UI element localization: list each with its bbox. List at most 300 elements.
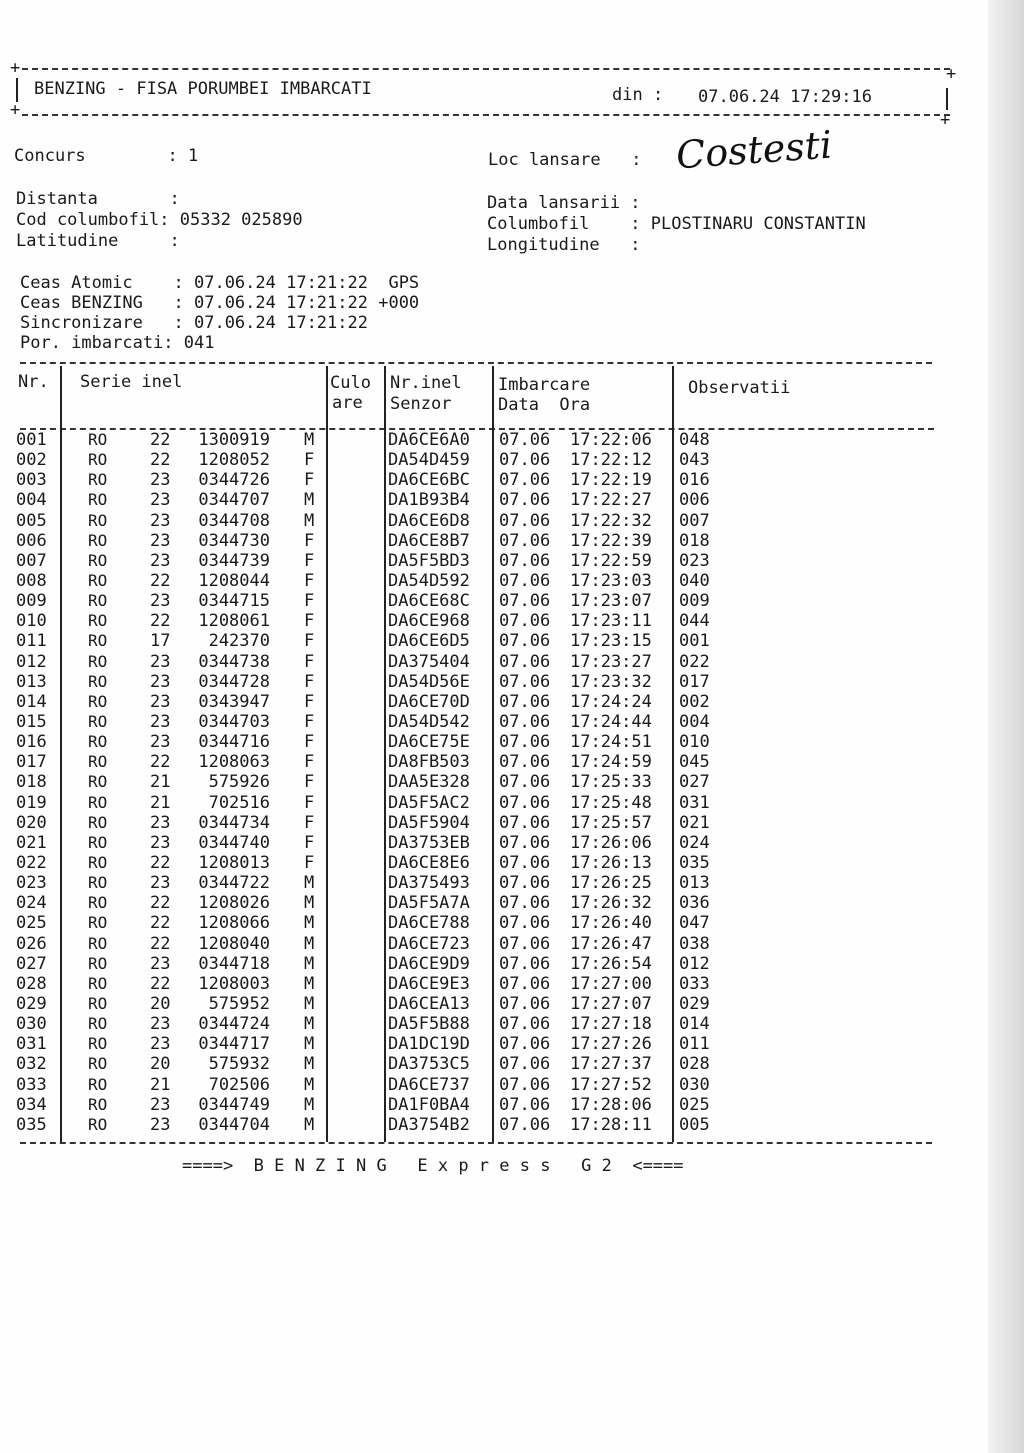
row-sensor-ring: DA1F0BA4 xyxy=(388,1094,470,1115)
row-observation: 045 xyxy=(679,752,710,773)
row-ring-number: 0344707 xyxy=(198,490,270,511)
row-observation: 025 xyxy=(679,1094,710,1115)
row-nr: 018 xyxy=(16,772,47,793)
row-ring-number: 1208063 xyxy=(198,752,270,773)
row-country: RO xyxy=(88,470,108,490)
row-year: 23 xyxy=(150,873,171,894)
row-date: 07.06 xyxy=(499,570,551,591)
row-country: RO xyxy=(88,832,108,852)
row-observation: 016 xyxy=(679,470,710,491)
row-sex: F xyxy=(304,611,315,632)
row-date: 07.06 xyxy=(499,1014,551,1035)
row-observation: 024 xyxy=(679,832,710,853)
row-country: RO xyxy=(88,852,108,872)
row-sensor-ring: DA6CE723 xyxy=(388,933,470,954)
row-time: 17:27:52 xyxy=(570,1074,652,1095)
row-sex: M xyxy=(304,953,315,974)
row-observation: 031 xyxy=(679,792,710,813)
row-country: RO xyxy=(88,510,108,530)
row-country: RO xyxy=(88,1094,108,1114)
row-nr: 029 xyxy=(16,993,47,1014)
row-sex: F xyxy=(304,530,315,551)
row-time: 17:22:12 xyxy=(570,450,652,471)
row-year: 23 xyxy=(150,812,171,833)
row-date: 07.06 xyxy=(499,792,551,813)
row-observation: 007 xyxy=(679,510,710,531)
row-ring-number: 1208052 xyxy=(198,450,270,471)
row-nr: 012 xyxy=(16,651,47,672)
row-country: RO xyxy=(88,772,108,792)
row-country: RO xyxy=(88,973,108,993)
row-sensor-ring: DA6CE8B7 xyxy=(388,530,470,551)
row-ring-number: 0344740 xyxy=(198,832,270,853)
row-time: 17:24:59 xyxy=(570,752,652,773)
row-date: 07.06 xyxy=(499,893,551,914)
col-header-culoare-1: Culo xyxy=(330,373,371,393)
row-time: 17:25:57 xyxy=(570,812,652,833)
row-year: 20 xyxy=(150,993,171,1014)
row-ring-number: 1300919 xyxy=(198,430,270,450)
row-sex: F xyxy=(304,570,315,591)
row-year: 23 xyxy=(150,1114,171,1135)
row-ring-number: 0344703 xyxy=(198,711,270,732)
row-year: 22 xyxy=(150,933,171,954)
row-country: RO xyxy=(88,611,108,631)
row-sensor-ring: DA5F5BD3 xyxy=(388,550,470,571)
header-box-bottom-border xyxy=(22,114,950,116)
row-nr: 011 xyxy=(16,631,47,652)
row-observation: 004 xyxy=(679,711,710,732)
por-imbarcati-field: Por. imbarcati: 041 xyxy=(20,333,215,353)
din-value: 07.06.24 17:29:16 xyxy=(698,87,872,107)
row-nr: 020 xyxy=(16,812,47,833)
row-nr: 022 xyxy=(16,852,47,873)
col-header-nr: Nr. xyxy=(18,372,49,392)
row-country: RO xyxy=(88,913,108,933)
row-nr: 002 xyxy=(16,450,47,471)
row-year: 23 xyxy=(150,510,171,531)
row-nr: 025 xyxy=(16,913,47,934)
header-box-top-corner: + xyxy=(10,58,21,78)
row-date: 07.06 xyxy=(499,772,551,793)
longitudine-field: Longitudine : xyxy=(487,235,641,255)
row-ring-number: 702506 xyxy=(208,1074,270,1095)
row-year: 22 xyxy=(150,852,171,873)
row-year: 23 xyxy=(150,953,171,974)
row-observation: 001 xyxy=(679,631,710,652)
row-time: 17:23:32 xyxy=(570,671,652,692)
row-sensor-ring: DAA5E328 xyxy=(388,772,470,793)
row-time: 17:22:59 xyxy=(570,550,652,571)
row-date: 07.06 xyxy=(499,993,551,1014)
row-year: 22 xyxy=(150,913,171,934)
row-country: RO xyxy=(88,691,108,711)
row-observation: 047 xyxy=(679,913,710,934)
row-sex: F xyxy=(304,852,315,873)
row-sensor-ring: DA6CE6D5 xyxy=(388,631,470,652)
row-year: 22 xyxy=(150,611,171,632)
row-country: RO xyxy=(88,591,108,611)
row-time: 17:27:07 xyxy=(570,993,652,1014)
col-header-nr-inel-2: Senzor xyxy=(390,394,452,414)
row-observation: 044 xyxy=(679,611,710,632)
row-year: 23 xyxy=(150,1094,171,1115)
row-observation: 022 xyxy=(679,651,710,672)
col-header-nr-inel-1: Nr.inel xyxy=(390,373,462,393)
row-time: 17:27:00 xyxy=(570,973,652,994)
row-year: 17 xyxy=(150,631,171,652)
row-sensor-ring: DA54D592 xyxy=(388,570,470,591)
row-observation: 040 xyxy=(679,570,710,591)
row-ring-number: 1208061 xyxy=(198,611,270,632)
row-year: 23 xyxy=(150,591,171,612)
row-sex: F xyxy=(304,550,315,571)
row-nr: 027 xyxy=(16,953,47,974)
row-date: 07.06 xyxy=(499,671,551,692)
row-date: 07.06 xyxy=(499,812,551,833)
row-sensor-ring: DA1B93B4 xyxy=(388,490,470,511)
row-nr: 007 xyxy=(16,550,47,571)
row-country: RO xyxy=(88,711,108,731)
row-time: 17:27:37 xyxy=(570,1054,652,1075)
row-date: 07.06 xyxy=(499,691,551,712)
data-lansarii-field: Data lansarii : xyxy=(487,193,641,213)
row-country: RO xyxy=(88,1074,108,1094)
row-ring-number: 0344717 xyxy=(198,1034,270,1055)
columbofil-field: Columbofil : PLOSTINARU CONSTANTIN xyxy=(487,214,866,234)
row-ring-number: 1208026 xyxy=(198,893,270,914)
row-date: 07.06 xyxy=(499,651,551,672)
row-nr: 015 xyxy=(16,711,47,732)
row-date: 07.06 xyxy=(499,490,551,511)
separator-serie xyxy=(326,366,328,1142)
row-time: 17:23:03 xyxy=(570,570,652,591)
row-year: 23 xyxy=(150,1014,171,1035)
row-country: RO xyxy=(88,651,108,671)
row-time: 17:26:25 xyxy=(570,873,652,894)
row-country: RO xyxy=(88,631,108,651)
loc-lansare-handwritten: Costesti xyxy=(674,122,834,178)
row-date: 07.06 xyxy=(499,550,551,571)
row-sex: F xyxy=(304,671,315,692)
row-country: RO xyxy=(88,893,108,913)
row-nr: 030 xyxy=(16,1014,47,1035)
row-time: 17:24:24 xyxy=(570,691,652,712)
row-year: 23 xyxy=(150,550,171,571)
row-sensor-ring: DA6CE737 xyxy=(388,1074,470,1095)
row-sex: F xyxy=(304,651,315,672)
row-sex: M xyxy=(304,913,315,934)
row-sex: F xyxy=(304,812,315,833)
row-sex: M xyxy=(304,893,315,914)
row-observation: 021 xyxy=(679,812,710,833)
row-country: RO xyxy=(88,671,108,691)
row-observation: 043 xyxy=(679,450,710,471)
row-ring-number: 0344734 xyxy=(198,812,270,833)
table-top-border xyxy=(20,362,932,364)
row-sex: M xyxy=(304,1074,315,1095)
row-nr: 003 xyxy=(16,470,47,491)
row-date: 07.06 xyxy=(499,752,551,773)
row-ring-number: 1208013 xyxy=(198,852,270,873)
row-nr: 031 xyxy=(16,1034,47,1055)
row-time: 17:23:15 xyxy=(570,631,652,652)
row-sex: M xyxy=(304,1014,315,1035)
row-nr: 032 xyxy=(16,1054,47,1075)
row-time: 17:25:33 xyxy=(570,772,652,793)
row-sensor-ring: DA3754B2 xyxy=(388,1114,470,1135)
col-header-culoare-2: are xyxy=(332,393,363,413)
row-country: RO xyxy=(88,732,108,752)
row-observation: 010 xyxy=(679,732,710,753)
row-time: 17:25:48 xyxy=(570,792,652,813)
row-time: 17:26:54 xyxy=(570,953,652,974)
row-time: 17:27:18 xyxy=(570,1014,652,1035)
row-year: 22 xyxy=(150,893,171,914)
row-observation: 005 xyxy=(679,1114,710,1135)
row-sensor-ring: DA6CE788 xyxy=(388,913,470,934)
row-sensor-ring: DA3753C5 xyxy=(388,1054,470,1075)
row-date: 07.06 xyxy=(499,510,551,531)
row-nr: 021 xyxy=(16,832,47,853)
ceas-benzing-field: Ceas BENZING : 07.06.24 17:21:22 +000 xyxy=(20,293,420,313)
footer-banner: ====> B E N Z I N G E x p r e s s G 2 <==== xyxy=(182,1156,684,1176)
row-sensor-ring: DA3753EB xyxy=(388,832,470,853)
row-year: 23 xyxy=(150,691,171,712)
row-year: 23 xyxy=(150,671,171,692)
row-observation: 035 xyxy=(679,852,710,873)
header-box-bottom-corner: + xyxy=(10,100,21,120)
row-sensor-ring: DA8FB503 xyxy=(388,752,470,773)
row-sex: M xyxy=(304,1054,315,1075)
row-sensor-ring: DA5F5904 xyxy=(388,812,470,833)
row-date: 07.06 xyxy=(499,611,551,632)
row-observation: 023 xyxy=(679,550,710,571)
row-sensor-ring: DA375404 xyxy=(388,651,470,672)
row-year: 22 xyxy=(150,570,171,591)
row-year: 22 xyxy=(150,752,171,773)
row-observation: 009 xyxy=(679,591,710,612)
row-time: 17:28:06 xyxy=(570,1094,652,1115)
row-ring-number: 1208044 xyxy=(198,570,270,591)
row-observation: 012 xyxy=(679,953,710,974)
row-nr: 004 xyxy=(16,490,47,511)
row-sensor-ring: DA6CE6A0 xyxy=(388,430,470,450)
row-nr: 009 xyxy=(16,591,47,612)
row-country: RO xyxy=(88,792,108,812)
row-sensor-ring: DA5F5AC2 xyxy=(388,792,470,813)
row-year: 22 xyxy=(150,973,171,994)
ceas-atomic-field: Ceas Atomic : 07.06.24 17:21:22 GPS xyxy=(20,273,420,293)
row-date: 07.06 xyxy=(499,953,551,974)
row-sex: M xyxy=(304,873,315,894)
row-year: 21 xyxy=(150,792,171,813)
concurs-field: Concurs : 1 xyxy=(14,146,199,166)
row-date: 07.06 xyxy=(499,1114,551,1135)
row-year: 23 xyxy=(150,732,171,753)
row-ring-number: 1208003 xyxy=(198,973,270,994)
row-observation: 014 xyxy=(679,1014,710,1035)
row-date: 07.06 xyxy=(499,591,551,612)
row-ring-number: 0344730 xyxy=(198,530,270,551)
row-sex: M xyxy=(304,933,315,954)
row-sensor-ring: DA375493 xyxy=(388,873,470,894)
separator-senzor xyxy=(492,366,494,1142)
row-nr: 014 xyxy=(16,691,47,712)
row-year: 21 xyxy=(150,772,171,793)
distanta-field: Distanta : xyxy=(16,189,180,209)
row-country: RO xyxy=(88,1054,108,1074)
header-box-bottom-corner-right: + xyxy=(940,110,951,130)
row-time: 17:23:07 xyxy=(570,591,652,612)
row-nr: 033 xyxy=(16,1074,47,1095)
row-nr: 017 xyxy=(16,752,47,773)
row-observation: 033 xyxy=(679,973,710,994)
row-observation: 038 xyxy=(679,933,710,954)
row-time: 17:28:11 xyxy=(570,1114,652,1135)
row-country: RO xyxy=(88,1034,108,1054)
row-date: 07.06 xyxy=(499,430,551,450)
col-header-observatii: Observatii xyxy=(688,378,791,398)
row-observation: 027 xyxy=(679,772,710,793)
row-ring-number: 0344749 xyxy=(198,1094,270,1115)
row-nr: 010 xyxy=(16,611,47,632)
row-sex: F xyxy=(304,591,315,612)
din-label: din : xyxy=(612,85,664,105)
row-sex: M xyxy=(304,993,315,1014)
row-time: 17:24:44 xyxy=(570,711,652,732)
header-box-top-corner-right: + xyxy=(946,64,957,84)
row-date: 07.06 xyxy=(499,1094,551,1115)
row-date: 07.06 xyxy=(499,1034,551,1055)
row-country: RO xyxy=(88,993,108,1013)
cod-columbofil-field: Cod columbofil: 05332 025890 xyxy=(16,210,303,230)
row-year: 23 xyxy=(150,470,171,491)
separator-nr xyxy=(60,366,62,1142)
row-ring-number: 0344715 xyxy=(198,591,270,612)
row-time: 17:22:39 xyxy=(570,530,652,551)
row-sex: F xyxy=(304,792,315,813)
row-sensor-ring: DA6CE6BC xyxy=(388,470,470,491)
row-sex: F xyxy=(304,691,315,712)
row-ring-number: 575926 xyxy=(208,772,270,793)
row-nr: 019 xyxy=(16,792,47,813)
row-ring-number: 1208066 xyxy=(198,913,270,934)
loc-lansare-label: Loc lansare : xyxy=(488,150,642,170)
row-sex: M xyxy=(304,973,315,994)
row-observation: 029 xyxy=(679,993,710,1014)
row-ring-number: 0344728 xyxy=(198,671,270,692)
row-time: 17:26:47 xyxy=(570,933,652,954)
row-ring-number: 0344724 xyxy=(198,1014,270,1035)
row-ring-number: 242370 xyxy=(208,631,270,652)
row-sex: F xyxy=(304,732,315,753)
row-observation: 006 xyxy=(679,490,710,511)
row-time: 17:24:51 xyxy=(570,732,652,753)
sincronizare-field: Sincronizare : 07.06.24 17:21:22 xyxy=(20,313,368,333)
row-country: RO xyxy=(88,1014,108,1034)
row-sensor-ring: DA6CE8E6 xyxy=(388,852,470,873)
row-sensor-ring: DA5F5A7A xyxy=(388,893,470,914)
row-sex: F xyxy=(304,470,315,491)
row-ring-number: 575932 xyxy=(208,1054,270,1075)
row-ring-number: 0344716 xyxy=(198,732,270,753)
row-nr: 028 xyxy=(16,973,47,994)
document-title: BENZING - FISA PORUMBEI IMBARCATI xyxy=(34,79,372,99)
row-sex: M xyxy=(304,510,315,531)
row-sex: F xyxy=(304,832,315,853)
row-year: 22 xyxy=(150,450,171,471)
row-sensor-ring: DA6CE9D9 xyxy=(388,953,470,974)
row-sex: F xyxy=(304,631,315,652)
row-ring-number: 0344739 xyxy=(198,550,270,571)
row-sex: M xyxy=(304,1034,315,1055)
row-ring-number: 0344722 xyxy=(198,873,270,894)
row-country: RO xyxy=(88,550,108,570)
header-box-top-border xyxy=(22,68,950,70)
row-date: 07.06 xyxy=(499,530,551,551)
row-country: RO xyxy=(88,530,108,550)
row-time: 17:23:27 xyxy=(570,651,652,672)
row-country: RO xyxy=(88,490,108,510)
row-year: 23 xyxy=(150,832,171,853)
row-date: 07.06 xyxy=(499,933,551,954)
row-observation: 018 xyxy=(679,530,710,551)
row-nr: 034 xyxy=(16,1094,47,1115)
row-sex: M xyxy=(304,1094,315,1115)
row-observation: 017 xyxy=(679,671,710,692)
row-date: 07.06 xyxy=(499,711,551,732)
separator-culoare xyxy=(384,366,386,1142)
row-date: 07.06 xyxy=(499,973,551,994)
col-header-imbarcare-1: Imbarcare xyxy=(498,375,591,395)
row-country: RO xyxy=(88,570,108,590)
page-edge-shadow xyxy=(988,0,1024,1453)
row-nr: 024 xyxy=(16,893,47,914)
row-observation: 030 xyxy=(679,1074,710,1095)
row-sex: M xyxy=(304,490,315,511)
row-sensor-ring: DA6CE75E xyxy=(388,732,470,753)
row-ring-number: 0344708 xyxy=(198,510,270,531)
row-country: RO xyxy=(88,1114,108,1134)
row-sex: M xyxy=(304,1114,315,1135)
row-date: 07.06 xyxy=(499,470,551,491)
row-sensor-ring: DA6CE68C xyxy=(388,591,470,612)
row-year: 23 xyxy=(150,651,171,672)
row-nr: 005 xyxy=(16,510,47,531)
row-ring-number: 0344738 xyxy=(198,651,270,672)
row-year: 20 xyxy=(150,1054,171,1075)
row-sensor-ring: DA54D56E xyxy=(388,671,470,692)
row-nr: 006 xyxy=(16,530,47,551)
row-observation: 048 xyxy=(679,430,710,450)
row-date: 07.06 xyxy=(499,832,551,853)
row-time: 17:22:06 xyxy=(570,430,652,450)
row-nr: 001 xyxy=(16,430,47,450)
row-sensor-ring: DA6CEA13 xyxy=(388,993,470,1014)
row-time: 17:22:19 xyxy=(570,470,652,491)
row-country: RO xyxy=(88,450,108,470)
row-year: 23 xyxy=(150,530,171,551)
row-time: 17:26:13 xyxy=(570,852,652,873)
row-ring-number: 1208040 xyxy=(198,933,270,954)
row-year: 23 xyxy=(150,711,171,732)
row-country: RO xyxy=(88,953,108,973)
row-year: 22 xyxy=(150,430,171,450)
row-time: 17:27:26 xyxy=(570,1034,652,1055)
row-sensor-ring: DA6CE968 xyxy=(388,611,470,632)
row-sensor-ring: DA6CE70D xyxy=(388,691,470,712)
